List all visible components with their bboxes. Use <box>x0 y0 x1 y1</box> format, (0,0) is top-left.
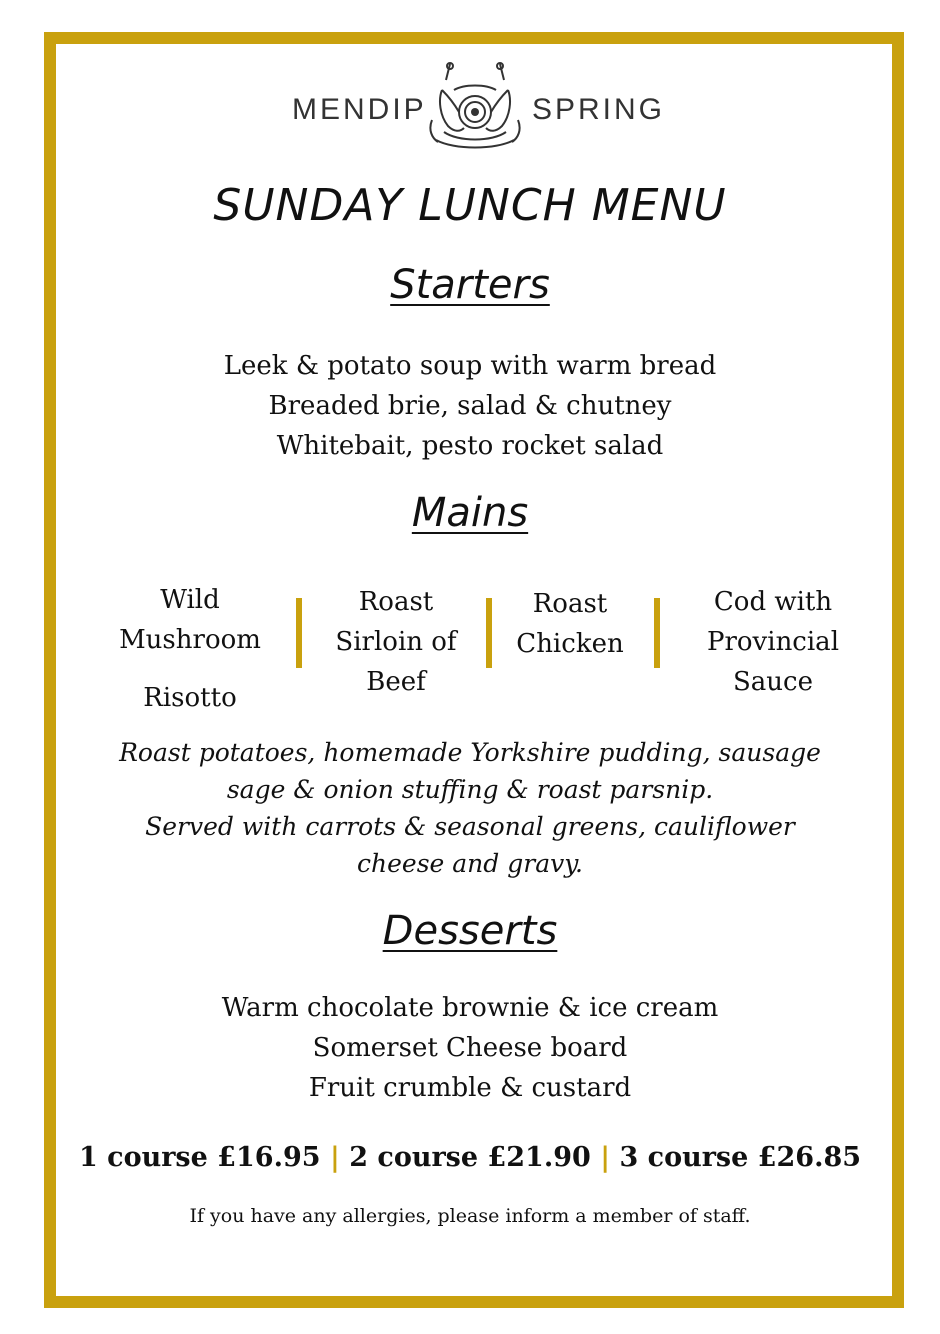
main-option-line: Roast <box>532 589 608 619</box>
price-separator: | <box>600 1142 611 1173</box>
main-option-line: Wild <box>160 585 220 615</box>
main-option-line: Sauce <box>732 667 813 697</box>
main-option-line: Cod with <box>713 587 833 617</box>
heraldic-crest-icon <box>424 60 526 156</box>
price-separator: | <box>329 1142 340 1173</box>
main-option-line: Risotto <box>143 683 237 713</box>
accompaniment-line: cheese and gravy. <box>357 849 583 878</box>
mains-divider <box>654 598 660 668</box>
accompaniment-line: sage & onion stuffing & roast parsnip. <box>226 775 714 804</box>
allergy-note: If you have any allergies, please inform a member of staff. <box>189 1205 751 1227</box>
main-option-risotto <box>100 580 280 718</box>
logo-word-right: SPRING <box>532 93 666 126</box>
price-two-course: 2 course £21.90 <box>349 1142 591 1173</box>
mains-divider <box>486 598 492 668</box>
starters-list <box>0 346 940 466</box>
mains-divider <box>296 598 302 668</box>
desserts-heading: Desserts <box>382 908 558 954</box>
price-one-course: 1 course £16.95 <box>78 1142 321 1173</box>
list-item: Leek & potato soup with warm bread <box>223 351 717 381</box>
mains-accompaniments <box>0 734 940 882</box>
logo-word-left: MENDIP <box>292 93 427 126</box>
list-item: Somerset Cheese board <box>312 1033 628 1063</box>
main-option-beef <box>318 582 474 702</box>
main-option-line: Chicken <box>516 629 624 659</box>
list-item: Warm chocolate brownie & ice cream <box>221 993 719 1023</box>
list-item: Breaded brie, salad & chutney <box>268 391 672 421</box>
main-option-line: Roast <box>358 587 434 617</box>
page-title: SUNDAY LUNCH MENU <box>213 180 727 231</box>
accompaniment-line: Roast potatoes, homemade Yorkshire pudding, sausage <box>119 738 821 767</box>
list-item: Fruit crumble & custard <box>308 1073 632 1103</box>
main-option-cod <box>690 582 856 702</box>
list-item: Whitebait, pesto rocket salad <box>276 431 664 461</box>
main-option-line: Provincial <box>706 627 840 657</box>
price-three-course: 3 course £26.85 <box>619 1142 862 1173</box>
mains-heading: Mains <box>411 490 529 536</box>
main-option-line: Sirloin of <box>335 627 457 657</box>
main-option-chicken <box>500 584 640 664</box>
desserts-list <box>0 988 940 1108</box>
pricing <box>0 1142 940 1173</box>
main-option-line: Mushroom <box>119 625 261 655</box>
accompaniment-line: Served with carrots & seasonal greens, cauliflower <box>145 812 795 841</box>
starters-heading: Starters <box>390 262 550 308</box>
main-option-line: Beef <box>366 667 426 697</box>
